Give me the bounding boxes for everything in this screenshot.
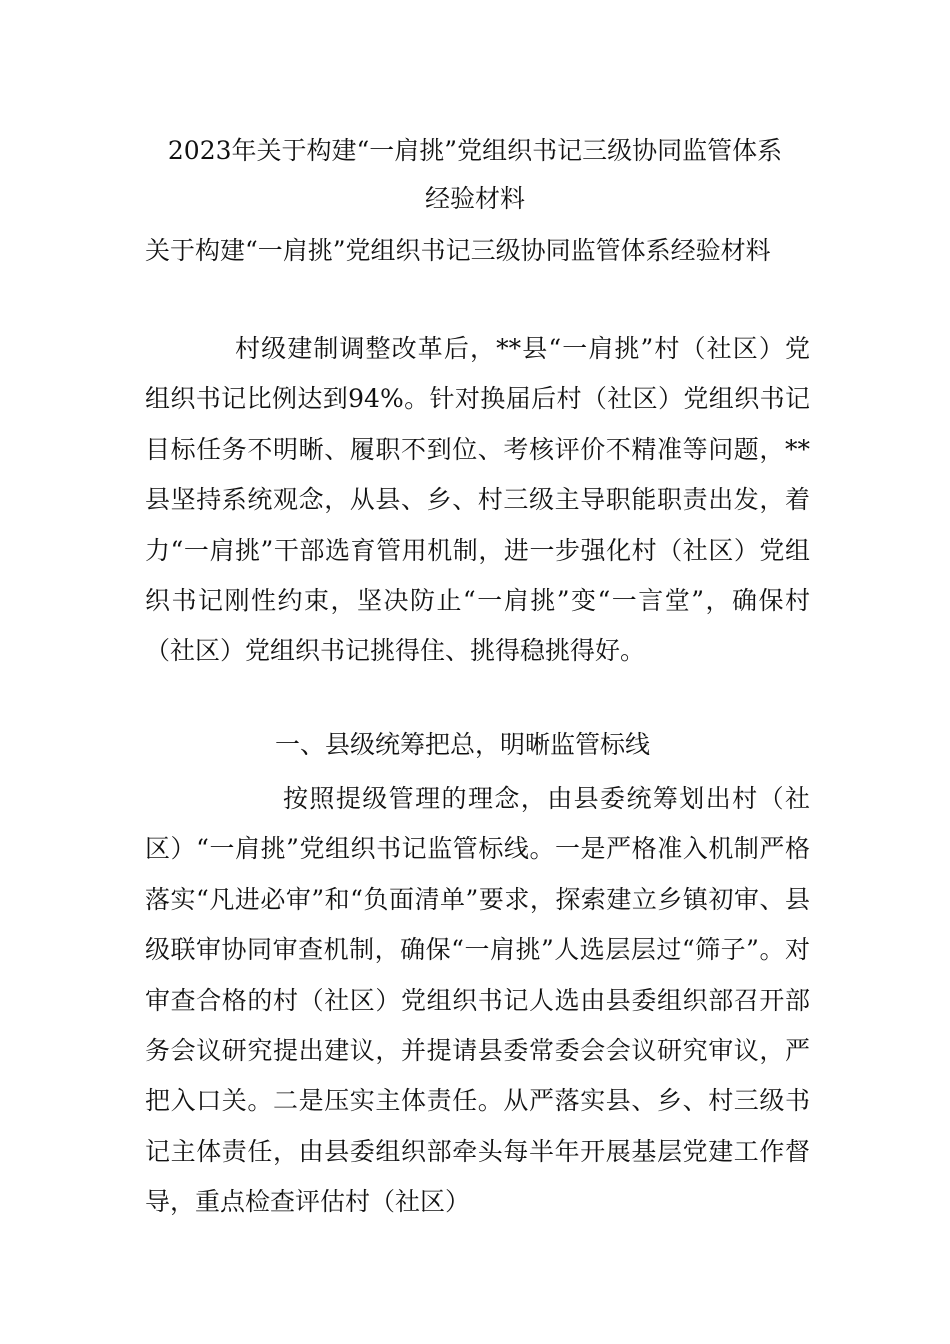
section-1-paragraph: 按照提级管理的理念，由县委统筹划出村（社区）“一肩挑”党组织书记监管标线。一是严格准入机制严格落实“凡进必审”和“负面清单”要求，探索建立乡镇初审、县级联审协同审查机制，确保“一肩挑”人选层层过“筛子”。对审查合格的村（社区）党组织书记人选由县委组织部召开部务会议研究提出建议，并提请县委常委会会议研究审议，严把入口关。二是压实主体责任。从严落实县、乡、村三级书记主体责任，由县委组织部牵头每半年开展基层党建工作督导，重点检查评估村（社区） (145, 784, 810, 1217)
document-subtitle: 关于构建“一肩挑”党组织书记三级协同监管体系经验材料 (145, 236, 771, 265)
intro-paragraph: 村级建制调整改革后，**县“一肩挑”村（社区）党组织书记比例达到94%。针对换届后村（社区）党组织书记目标任务不明晰、履职不到位、考核评价不精准等问题，**县坚持系统观念，从县、乡、村三级主导职能职责出发，着力“一肩挑”干部选育管用机制，进一步强化村（社区）党组织书记刚性约束，坚决防止“一肩挑”变“一言堂”，确保村（社区）党组织书记挑得住、挑得稳挑得好。 (145, 334, 810, 666)
document-title-line-2: 经验材料 (424, 184, 525, 213)
document-title-line-1: 2023年关于构建“一肩挑”党组织书记三级协同监管体系 (167, 136, 783, 165)
section-heading-1: 一、县级统筹把总，明晰监管标线 (275, 730, 651, 759)
